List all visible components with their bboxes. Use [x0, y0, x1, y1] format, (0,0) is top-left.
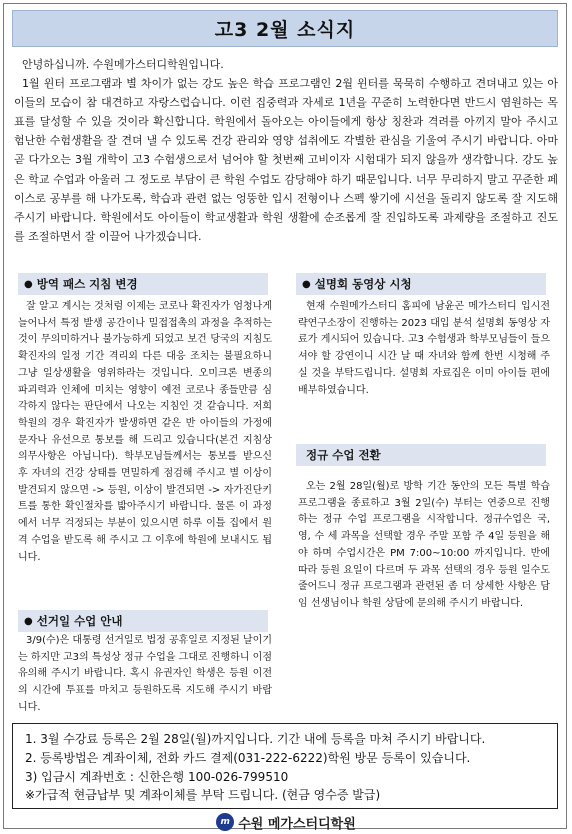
section-heading-label: 선거일 수업 안내 [36, 614, 123, 628]
notice-item: ※가급적 현금납부 및 계좌이체를 부탁 드립니다. (현금 영수증 발급) [25, 788, 381, 803]
circle-bullet-icon: ● [24, 278, 33, 290]
intro-body: 1월 윈터 프로그램과 별 차이가 없는 강도 높은 학습 프로그램인 2월 윈터를 묵묵히 수행하고 견뎌내고 있는 아이들의 모습이 참 대견하고 자랑스럽습니다. 이런 집중력과 자세로 1년을 꾸준히 노력한다면 반드시 염원하는 목표를 달성할 수 있을 것이라 확신합니다. 학원에서 돌아오는 아이들에게 항상 칭찬과 격려를 아끼지 말아 주시고 험난한 수험생활을 잘 견뎌 낼 수 있도록 건강 관리와 영양 섭취에도 각별한 관심을 기울여 주시기 바랍니다. 아마 곧 다가오는 3월 개학이 고3 수험생으로서 넘어야 할 첫번째 고비이자 시험대가 되지 않을까 생각합니다. 강도 높은 학교 수업과 아울러 그 정도로 부담이 큰 학원 수업도 감당해야 하기 때문입니다. 너무 무리하지 말고 꾸준한 페이스로 공부를 해 나가도록, 학습과 관련 없는 엉뚱한 입시 전형이나 스펙 쌓기에 시선을 돌리지 않도록 잘 지도해 주시기 바랍니다. 학원에서도 아이들이 학교생활과 학원 생활에 순조롭게 잘 진입하도록 과제량을 조절하고 진도를 조절하면서 잘 이끌어 나가겠습니다. [14, 77, 558, 243]
megastudy-logo-icon: m [216, 813, 234, 831]
circle-bullet-icon: ● [24, 615, 33, 627]
section-heading-label: 정규 수업 전환 [306, 448, 381, 462]
footer-logo [0, 811, 572, 833]
section-body-briefing [298, 299, 550, 399]
section-body-quarantine [18, 299, 272, 566]
section-heading-quarantine [18, 273, 268, 295]
newsletter-title-bar [12, 10, 558, 47]
section-body-text: 3/9(수)은 대통령 선거일로 법정 공휴일로 지정된 날이기는 하지만 고3의 특성상 정규 수업을 그대로 진행하니 이점 유의해 주시기 바랍니다. 혹시 유권자인 학생은 등원 이전의 시간에 투표를 마치고 등원하도록 지도해 주시기 바랍니다. [18, 635, 272, 713]
section-heading-label: 방역 패스 지침 변경 [36, 277, 138, 291]
intro-greeting: 안녕하십니까. 수원메가스터디학원입니다. [22, 58, 224, 71]
section-heading-regular [296, 444, 546, 466]
section-body-regular [298, 479, 550, 613]
section-body-text: 잘 알고 계시는 것처럼 이제는 코로나 확진자가 엄청나게 늘어나서 특정 발생 공간이나 밀접접촉의 과정을 추적하는 것이 무의미하거나 불가능하게 되었고 보건 당국의 지침도 확진자의 일정 기간 격리외 다른 대응 조치는 불필요하니 그냥 일상생활을 영위하라는 것입니다. 오미크론 변종의 파괴력과 인체에 미치는 영향이 예전 코로나 종들만큼 심각하지 않다는 판단에서 나오는 지침인 것 같습니다. 저희 학원의 경우 확진자가 발생하면 같은 반 아이들의 가정에 문자나 유선으로 통보를 해 드리고 있습니다(본건 지침상 의무사항은 아닙니다). 학부모님들께서는 통보를 받으신 후 자녀의 건강 상태를 면밀하게 점검해 주시고 별 이상이 발견되지 않으면 -> 등원, 이상이 발견되면 -> 자가진단키트를 통한 확인절차를 밟아주시기 바랍니다. 물론 이 과정에서 너무 걱정되는 부분이 있으시면 하루 이틀 집에서 원격 수업을 받도록 해 주시고 그 이후에 학원에 보내시도 됩니다. [18, 301, 272, 563]
notice-item: 3) 입금시 계좌번호 : 신한은행 100-026-799510 [25, 769, 289, 784]
notice-item: 2. 등록방법은 계좌이체, 전화 카드 결제(031-222-6222)학원 방문 등록이 있습니다. [25, 750, 471, 765]
registration-notice [12, 723, 558, 809]
notice-item: 1. 3월 수강료 등록은 2월 28일(월)까지입니다. 기간 내에 등록을 마쳐 주시기 바랍니다. [25, 732, 486, 746]
page-title: 고3 2월 소식지 [214, 19, 356, 41]
section-body-text: 현재 수원메가스터디 홈피에 남윤곤 메가스터디 입시전략연구소장이 진행하는 2023 대입 분석 설명회 동영상 자료가 게시되어 있습니다. 고3 수험생과 학부모님들이 들으셔야 할 강연이니 시간 날 때 자녀와 함께 한번 시청해 주실 것을 부탁드립니다. 설명회 자료집은 이미 아이들 편에 배부하였습니다. [298, 301, 550, 396]
intro-section [14, 55, 558, 246]
section-heading-election [18, 610, 268, 632]
section-heading-briefing [296, 273, 546, 295]
section-heading-label: 설명회 동영상 시청 [314, 277, 412, 291]
academy-brand-name: 수원 메가스터디학원 [238, 816, 356, 832]
section-body-text: 오는 2월 28일(월)로 방학 기간 동안의 모든 특별 학습 프로그램을 종료하고 3월 2일(수) 부터는 연중으로 진행하는 정규 수업 프로그램을 시작합니다. 정규수업은 국, 영, 수 세 과목을 선택할 경우 주말 포함 주 4일 등원을 해야 하며 수업시간은 PM 7:00~10:00 까지입니다. 반에 따라 등원 요일이 다르며 두 과목 선택의 경우 등원 일수도 줄어드니 정규 프로그램과 관련된 좀 더 상세한 사항은 담임 선생님이나 학원 상담에 문의해 주시기 바랍니다. [298, 481, 550, 609]
section-body-election [18, 633, 272, 717]
circle-bullet-icon: ● [302, 278, 311, 290]
